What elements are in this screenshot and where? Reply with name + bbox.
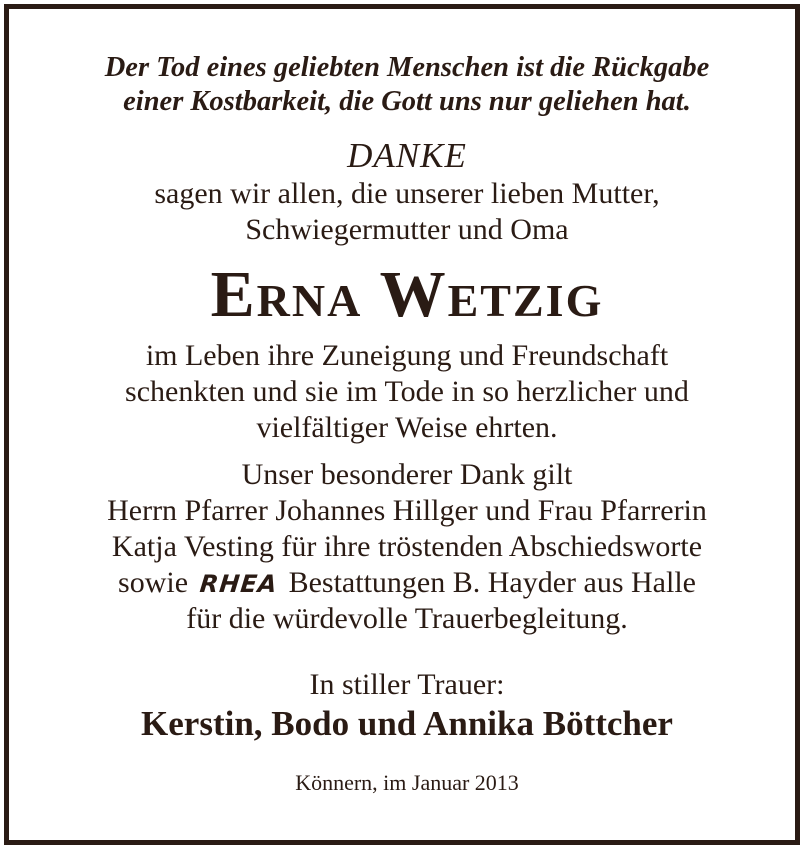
danke-heading: DANKE (347, 136, 467, 175)
thanks-line-4 (9, 568, 800, 598)
mourners-names: Kerstin, Bodo und Annika Böttcher (141, 704, 673, 743)
thanks-line-1: Unser besonderer Dank gilt (241, 458, 573, 491)
thanks-line-5: für die würdevolle Trauerbegleitung. (186, 602, 628, 635)
thanks-line-4-suffix: Bestattungen B. Hayder aus Halle (288, 566, 696, 599)
place-date: Könnern, im Januar 2013 (295, 770, 519, 795)
obituary-notice-frame (4, 4, 800, 845)
mourning-label: In stiller Trauer: (309, 668, 505, 701)
body-line-3: vielfältiger Weise ehrten. (256, 411, 558, 444)
body-line-2: schenkten und sie im Tode in so herzlicher und (125, 375, 689, 408)
intro-line-1: sagen wir allen, die unserer lieben Mutter, (154, 177, 660, 210)
thanks-line-2: Herrn Pfarrer Johannes Hillger und Frau Pfarrerin (107, 494, 707, 527)
rhea-logo: RHEA (198, 570, 279, 598)
thanks-line-4-prefix: sowie (118, 566, 189, 599)
deceased-name: Erna Wetzig (210, 258, 604, 331)
thanks-line-3: Katja Vesting für ihre tröstenden Abschiedsworte (111, 530, 703, 563)
motto-line-1: Der Tod eines geliebten Menschen ist die Rückgabe (104, 52, 710, 83)
intro-line-2: Schwiegermutter und Oma (245, 213, 569, 246)
motto-line-2: einer Kostbarkeit, die Gott uns nur geliehen hat. (123, 86, 691, 117)
body-line-1: im Leben ihre Zuneigung und Freundschaft (145, 339, 669, 372)
